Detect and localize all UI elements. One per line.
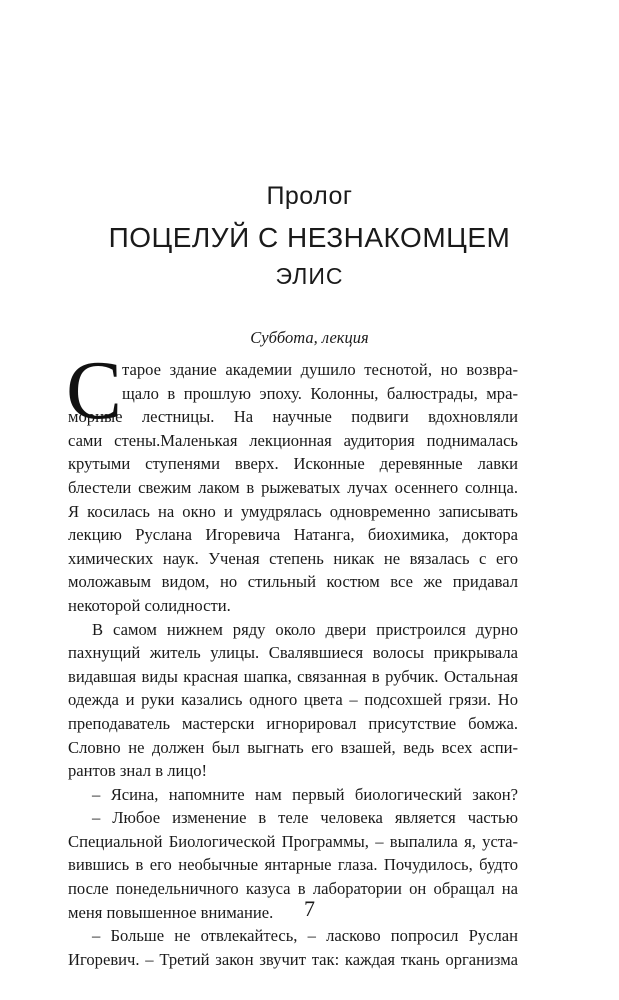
- text-line: рантов знал в лицо!: [68, 761, 208, 781]
- prologue-label: Пролог: [266, 182, 353, 210]
- text-line: щало в прошлую эпоху. Колонны, балюстрады, мра-: [122, 383, 518, 403]
- text-line: одежда и руки казались одного цвета – подсохшей грязи. Но: [68, 690, 518, 710]
- text-line: сами стены.Маленькая лекционная аудитория поднималась: [68, 430, 518, 450]
- text-line: Игоревич. – Третий закон звучит так: каждая ткань организма: [68, 949, 518, 969]
- text-line: Я косилась на окно и умудрялась одновременно записывать: [68, 501, 518, 521]
- text-line: крутыми ступенями вверх. Исконные деревянные лавки: [68, 454, 518, 474]
- text-line: после понедельничного казуса в лаборатории он обращал на: [68, 879, 518, 899]
- text-line: блестели свежим лаком в рыжеватых лучах осеннего солнца.: [68, 477, 518, 497]
- text-line: моложавым видом, но стильный костюм все же придавал: [68, 572, 518, 592]
- text-line: некоторой солидности.: [68, 595, 231, 615]
- body-text: [66, 344, 518, 971]
- page-number: 7: [304, 896, 315, 921]
- text-line: Специальной Биологической Программы, – выпалила я, устa-: [68, 831, 518, 851]
- text-line: вившись в его необычные янтарные глаза. Почудилось, будто: [68, 855, 518, 875]
- text-line: видавшая виды красная шапка, связанная в рубчик. Остальная: [68, 666, 518, 686]
- pov-character-name: ЭЛИС: [275, 263, 344, 289]
- dialogue-line: – Больше не отвлекайтесь, – ласково попросил Руслан: [92, 926, 518, 946]
- epigraph: Суббота, лекция: [250, 328, 369, 347]
- drop-cap: С: [66, 344, 123, 437]
- text-line: пахнущий житель улицы. Свалявшиеся волосы прикрывала: [68, 643, 518, 663]
- dialogue-line: – Ясина, напомните нам первый биологический закон?: [92, 784, 518, 804]
- dialogue-line: – Любое изменение в теле человека является частью: [92, 808, 518, 828]
- chapter-title: ПОЦЕЛУЙ С НЕЗНАКОМЦЕМ: [108, 222, 511, 253]
- text-line: преподаватель мастерски игнорировал присутствие бомжа.: [68, 713, 518, 733]
- text-line: тарое здание академии душило теснотой, но возвра-: [122, 360, 518, 379]
- text-line: меня повышенное внимание.: [68, 902, 274, 922]
- text-line: лекцию Руслана Игоревича Натанга, биохимика, доктора: [68, 525, 518, 545]
- text-line: химических наук. Ученая степень никак не вязалась с его: [68, 548, 518, 568]
- text-line: морные лестницы. На научные подвиги вдохновляли: [68, 407, 518, 427]
- text-line: В самом нижнем ряду около двери пристроился дурно: [92, 619, 518, 639]
- text-line: Словно не должен был выгнать его взашей, ведь всех аспи-: [68, 737, 518, 757]
